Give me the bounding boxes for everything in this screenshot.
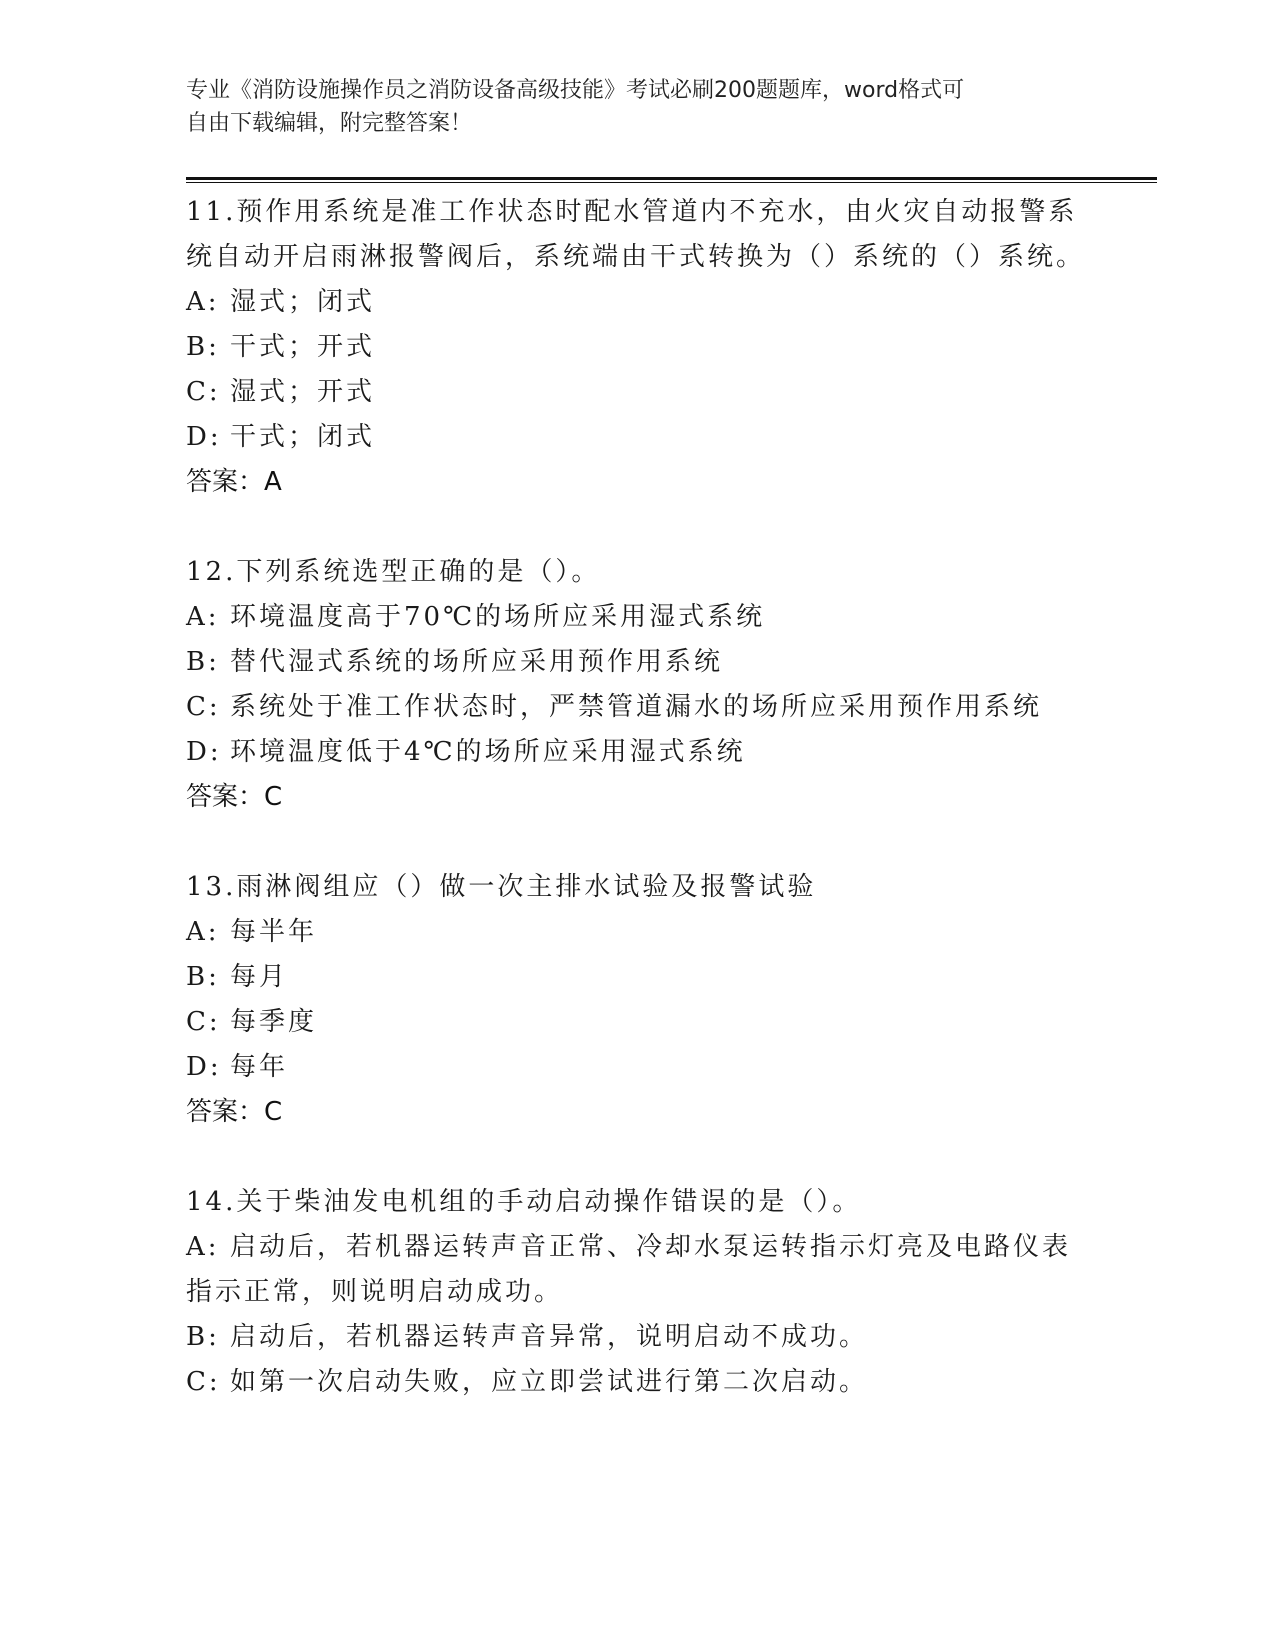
header-divider-thin (186, 182, 1157, 183)
option-text: 系统处于准工作状态时，严禁管道漏水的场所应采用预作用系统 (230, 692, 1043, 722)
question-13 (186, 865, 1086, 1135)
option-text: 替代湿式系统的场所应采用预作用系统 (230, 647, 724, 677)
option-text: 启动后，若机器运转声音异常，说明启动不成功。 (230, 1322, 869, 1352)
option-text: 启动后，若机器运转声音正常、冷却水泵运转指示灯亮及电路仪表指示正常，则说明启动成功。 (186, 1232, 1072, 1307)
question-14 (186, 1180, 1086, 1405)
header-line-1: 专业《消防设施操作员之消防设备高级技能》考试必刷200题题库，word格式可 (186, 78, 965, 103)
option-a (186, 1225, 1086, 1315)
option-letter: A: (186, 917, 220, 947)
option-c (186, 1000, 1086, 1045)
option-letter: C: (186, 1367, 221, 1397)
option-letter: C: (186, 692, 221, 722)
option-c (186, 685, 1086, 730)
option-d (186, 415, 1086, 460)
option-a (186, 595, 1086, 640)
header-line-2: 自由下载编辑，附完整答案！ (186, 111, 473, 136)
option-letter: B: (186, 647, 220, 677)
document-header (186, 74, 1066, 140)
option-letter: D: (186, 1052, 222, 1082)
option-text: 每季度 (230, 1007, 318, 1037)
option-d (186, 1045, 1086, 1090)
spacer (186, 1135, 1086, 1180)
option-text: 湿式；闭式 (230, 287, 376, 317)
header-divider-thick (186, 177, 1157, 180)
spacer (186, 820, 1086, 865)
option-text: 环境温度高于70℃的场所应采用湿式系统 (230, 602, 766, 632)
option-text: 干式；闭式 (230, 422, 376, 452)
question-11 (186, 190, 1086, 505)
option-b (186, 325, 1086, 370)
option-text: 环境温度低于4℃的场所应采用湿式系统 (230, 737, 746, 767)
option-text: 每年 (230, 1052, 289, 1082)
option-text: 湿式；开式 (230, 377, 376, 407)
option-a (186, 280, 1086, 325)
option-letter: C: (186, 1007, 221, 1037)
answer-line: 答案：C (186, 782, 283, 812)
option-text: 如第一次启动失败，应立即尝试进行第二次启动。 (230, 1367, 869, 1397)
question-stem: 11.预作用系统是准工作状态时配水管道内不充水，由火灾自动报警系统自动开启雨淋报警阀后，系统端由干式转换为（）系统的（）系统。 (186, 197, 1086, 272)
option-text: 每月 (230, 962, 289, 992)
option-text: 干式；开式 (230, 332, 376, 362)
option-d (186, 730, 1086, 775)
option-letter: A: (186, 287, 220, 317)
option-letter: D: (186, 737, 222, 767)
option-letter: B: (186, 962, 220, 992)
option-letter: A: (186, 1232, 220, 1262)
question-stem: 13.雨淋阀组应（）做一次主排水试验及报警试验 (186, 872, 817, 902)
option-letter: C: (186, 377, 221, 407)
answer-line: 答案：A (186, 467, 282, 497)
option-b (186, 955, 1086, 1000)
question-stem: 14.关于柴油发电机组的手动启动操作错误的是（）。 (186, 1187, 862, 1217)
spacer (186, 505, 1086, 550)
option-c (186, 370, 1086, 415)
option-c (186, 1360, 1086, 1405)
option-b (186, 640, 1086, 685)
answer-line: 答案：C (186, 1097, 283, 1127)
option-text: 每半年 (230, 917, 318, 947)
question-stem: 12.下列系统选型正确的是（）。 (186, 557, 601, 587)
option-a (186, 910, 1086, 955)
option-b (186, 1315, 1086, 1360)
option-letter: B: (186, 332, 220, 362)
option-letter: D: (186, 422, 222, 452)
option-letter: A: (186, 602, 220, 632)
question-list (186, 190, 1086, 1405)
option-letter: B: (186, 1322, 220, 1352)
question-12 (186, 550, 1086, 820)
